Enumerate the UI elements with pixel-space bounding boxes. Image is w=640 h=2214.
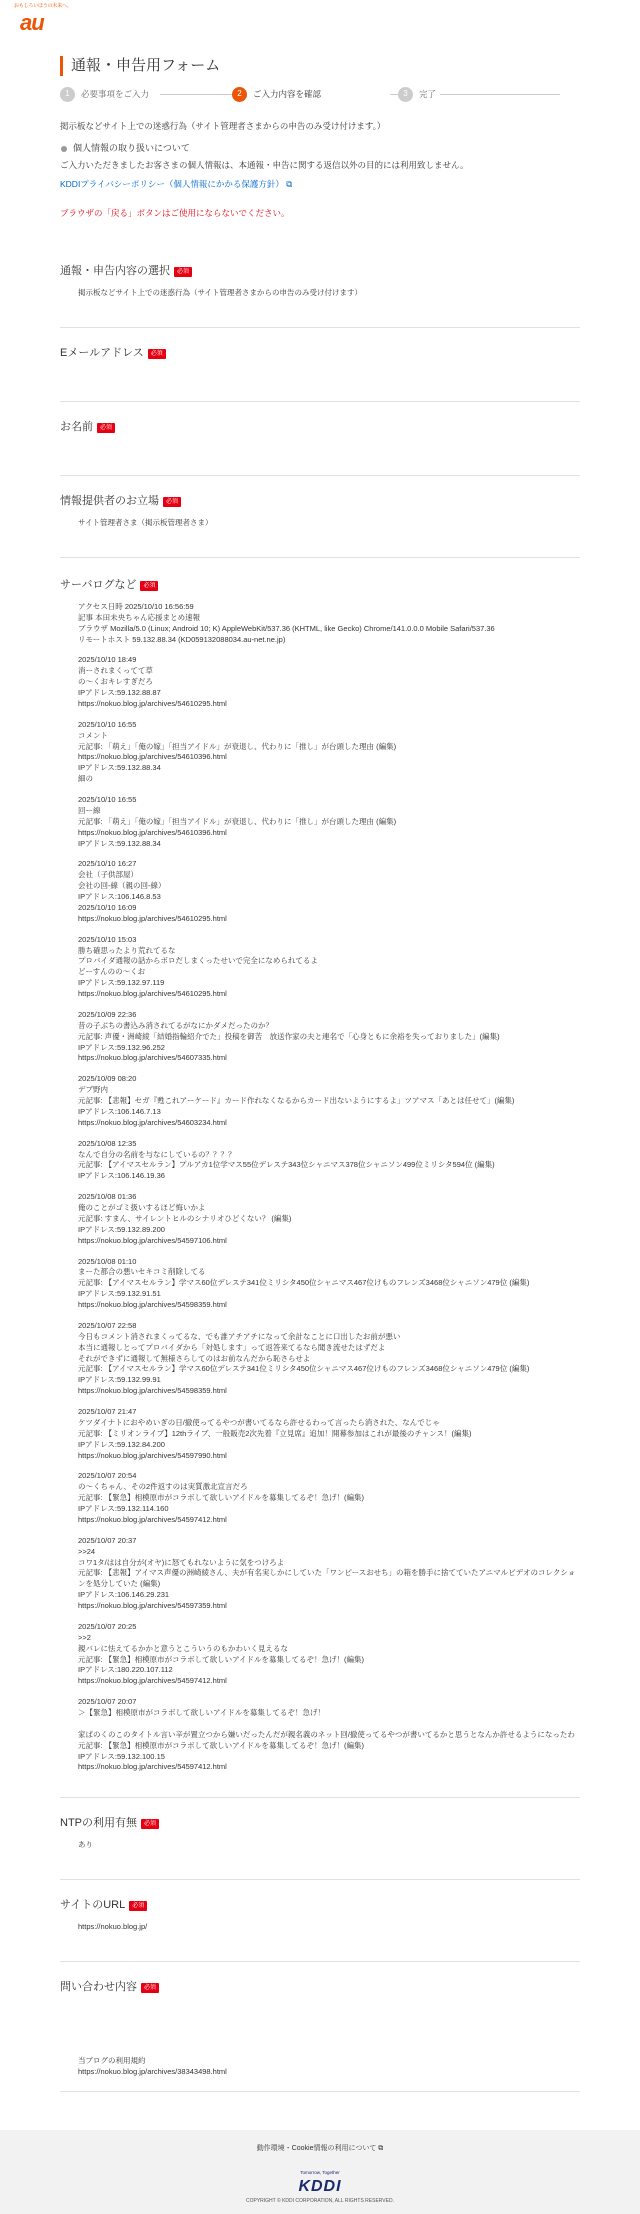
log-line: 元記事: 【緊急】相模原市がコラボして欲しいアイドルを募集してるぞ！急げ！(編集) [78, 1493, 364, 1503]
log-line: 2025/10/10 16:55 [78, 719, 137, 729]
log-line: IPアドレス:180.220.107.112 [78, 1665, 173, 1675]
au-logo[interactable] [14, 3, 74, 37]
log-entry [78, 1697, 580, 1773]
log-line: IPアドレス:59.132.114.160 [78, 1504, 169, 1514]
log-line: https://nokuo.blog.jp/archives/54610396.html [78, 752, 227, 762]
step-number: 1 [60, 87, 75, 102]
log-line: IPアドレス:59.132.84.200 [78, 1439, 165, 1449]
step-label: ご入力内容を確認 [253, 88, 322, 99]
privacy-link-text: KDDIプライバシーポリシー（個人情報にかかる保護方針） [60, 178, 284, 189]
step-label: 完了 [419, 88, 437, 99]
log-line: ケツダイナトにおやめいぎの日/撤使ってるやつが書いてるなら許せるわって言ったら消された、なんでじゃ [78, 1417, 440, 1427]
log-line: IPアドレス:59.132.97.119 [78, 978, 165, 988]
log-line: 元記事: 【アイマスセルラン】学マス60位デレステ341位ミリシタ450位シャニマス467位けものフレンズ3468位シャニソン479位 (編集) [78, 1364, 530, 1374]
field-label [60, 420, 580, 436]
section-log [60, 578, 580, 1798]
log-line: 2025/10/10 16:27 [78, 859, 137, 869]
log-line: どーすんのの〜くお [78, 967, 146, 977]
page-title: 通報・申告用フォーム [60, 56, 580, 76]
logo-tagline: おもしろいほうの未来へ。 [14, 3, 72, 9]
section-type [60, 264, 580, 328]
log-line: https://nokuo.blog.jp/archives/54597106.html [78, 1235, 227, 1245]
log-line: 元記事: 【ミリオンライブ】12thライブ、一般販売2次先着『立見席』追加！開幕参加はこれが最後のチャンス！(編集) [78, 1428, 472, 1438]
label-text: Eメールアドレス [60, 347, 144, 360]
log-line: 元記事: 【緊急】相模原市がコラボして欲しいアイドルを募集してるぞ！急げ！(編集) [78, 1740, 364, 1750]
inquiry-line: 当ブログの利用規約 [78, 2056, 146, 2066]
log-line: 2025/10/07 20:54 [78, 1471, 137, 1481]
field-label [60, 1898, 580, 1914]
log-line: https://nokuo.blog.jp/archives/54610295.html [78, 913, 227, 923]
log-line: コワ1タ/はは自分が(オヤ)に怒てもれないように気をつけろよ [78, 1557, 285, 1567]
step-2 [232, 86, 325, 102]
required-badge: 必須 [140, 581, 158, 591]
required-badge: 必須 [129, 1901, 147, 1911]
log-line: プロバイダ通報の話からボロだしまくったせいで完全になめられてるよ [78, 956, 318, 966]
log-line: 2025/10/10 16:55 [78, 795, 137, 805]
section-inquiry [60, 1980, 580, 2092]
log-line: 2025/10/07 20:37 [78, 1535, 137, 1545]
footer-links [0, 2144, 640, 2154]
section-role [60, 494, 580, 558]
log-line: 元記事: 「萌え」「俺の嫁」「担当アイドル」が衰退し、代わりに「推し」が台頭した理由 (編集) [78, 816, 397, 826]
log-line: 2025/10/07 21:47 [78, 1407, 137, 1417]
log-line: それができずに通報して無様さらしてのはお前なんだから恥さらせよ [78, 1353, 311, 1363]
log-entry [78, 1074, 580, 1128]
log-line: リモートホスト 59.132.88.34 (KD059132088034.au-net.ne.jp) [78, 634, 286, 644]
label-text: 問い合わせ内容 [60, 1981, 137, 1994]
log-line: https://nokuo.blog.jp/archives/54598359.html [78, 1386, 227, 1396]
logo-mark: au [20, 10, 44, 35]
step-indicator [60, 86, 580, 102]
log-line: https://nokuo.blog.jp/archives/54597412.html [78, 1514, 227, 1524]
footer [0, 2130, 640, 2214]
section-ntp [60, 1816, 580, 1880]
label-text: サーバログなど [60, 579, 137, 592]
log-line: まーた都合の悪いセキコミ削除してる [78, 1267, 206, 1277]
step-1 [60, 86, 153, 102]
required-badge: 必須 [148, 349, 166, 359]
log-entry [78, 1622, 580, 1687]
label-text: サイトのURL [60, 1899, 126, 1912]
section-url [60, 1898, 580, 1962]
log-line: https://nokuo.blog.jp/archives/54610295.html [78, 989, 227, 999]
log-line: 昔の子ぶちの書込み消されてるがなにかダメだったのか？ [78, 1020, 273, 1030]
log-line: 回ー線 [78, 805, 101, 815]
field-value: サイト管理者さま（掲示板管理者さま） [78, 517, 213, 527]
step-3 [398, 86, 440, 102]
log-line: IPアドレス:59.132.88.34 [78, 763, 161, 773]
label-text: 通報・申告内容の選択 [60, 265, 170, 278]
log-line: >>2 [78, 1632, 91, 1642]
log-line: 消ーされまくってて草 [78, 666, 153, 676]
required-badge: 必須 [174, 267, 192, 277]
privacy-text: ご入力いただきましたお客さまの個人情報は、本通報・申告に関する返信以外の目的には利用致しません。 [60, 160, 469, 171]
log-line: 元記事: 【悲報】アイマス声優の洲崎綾さん、夫が有名実しかにしていた「ワンピースおせち」の箱を勝手に捨てていたアニマルビデオのコレクションを処分していた (編集) [78, 1568, 576, 1589]
log-line: アクセス日時 2025/10/10 16:56:59 [78, 601, 194, 611]
log-line: ＞【緊急】相模原市がコラボして欲しいアイドルを募集してるぞ！急げ！ [78, 1708, 325, 1718]
log-entry [78, 1257, 580, 1311]
field-value: https://nokuo.blog.jp/ [78, 1922, 148, 1932]
field-value [60, 362, 580, 373]
log-entry [78, 1536, 580, 1612]
external-link-icon: ⧉ [376, 2145, 384, 2152]
log-entry [78, 935, 580, 1000]
log-line: なんで自分の名前を与なにしているの？？？？ [78, 1149, 236, 1159]
log-entry [78, 1010, 580, 1064]
log-line: 2025/10/10 15:03 [78, 934, 137, 944]
log-line: 元記事: 【悲報】セガ『甦これアーケード』カード作れなくなるからカード出ないようにするよ」ツアマス「あとは任せて」(編集) [78, 1096, 515, 1106]
log-line: 会社の回-線（親の回-線） [78, 881, 166, 891]
log-line: https://nokuo.blog.jp/archives/54610295.html [78, 698, 227, 708]
bullet-icon [61, 146, 67, 152]
log-line: 会社（子供部屋） [78, 870, 138, 880]
required-badge: 必須 [97, 423, 115, 433]
log-line: 2025/10/10 16:09 [78, 902, 137, 912]
log-entry [78, 1321, 580, 1397]
log-line: IPアドレス:106.146.19.36 [78, 1171, 165, 1181]
log-line: の〜くちゃん、その2件返すのは実質激北宣言だろ [78, 1482, 248, 1492]
back-button-warning: ブラウザの「戻る」ボタンはご使用にならないでください。 [60, 207, 290, 218]
field-value [60, 436, 580, 447]
field-label [60, 264, 580, 280]
log-line: IPアドレス:59.132.89.200 [78, 1224, 165, 1234]
log-line: 勝ち確思ったより荒れてるな [78, 945, 176, 955]
log-line: IPアドレス:59.132.99.91 [78, 1375, 161, 1385]
step-number: 3 [398, 87, 413, 102]
log-line: https://nokuo.blog.jp/archives/54597412.html [78, 1676, 227, 1686]
log-line: 2025/10/07 20:07 [78, 1697, 137, 1707]
privacy-heading [60, 142, 580, 155]
log-line: コメント [78, 730, 108, 740]
log-line: 元記事: すまん、サイレントヒルのシナリオひどくない？ (編集) [78, 1213, 292, 1223]
field-value: 掲示板などサイト上での迷惑行為（サイト管理者さまからの申告のみ受け付けます） [78, 287, 362, 297]
section-name [60, 420, 580, 476]
log-entry [78, 602, 580, 646]
log-line: 2025/10/10 18:49 [78, 655, 137, 665]
required-badge: 必須 [141, 1819, 159, 1829]
required-badge: 必須 [163, 497, 181, 507]
kddi-logo[interactable]: KDDI [298, 2178, 342, 2195]
log-line: IPアドレス:59.132.88.34 [78, 838, 161, 848]
required-badge: 必須 [141, 1983, 159, 1993]
log-line: >>24 [78, 1546, 96, 1556]
log-line: 2025/10/07 20:25 [78, 1621, 137, 1631]
label-text: 情報提供者のお立場 [60, 495, 159, 508]
log-line: IPアドレス:59.132.100.15 [78, 1751, 165, 1761]
field-label [60, 1816, 580, 1832]
section-email [60, 346, 580, 402]
log-line: IPアドレス:59.132.96.252 [78, 1042, 165, 1052]
log-line: 元記事: 【アイマスセルラン】プルアカ1位学マス55位デレステ343位シャニマス378位シャニソン499位ミリシタ594位 (編集) [78, 1160, 495, 1170]
log-entry [78, 1407, 580, 1461]
inquiry-line: https://nokuo.blog.jp/archives/38343498.html [78, 2067, 227, 2077]
field-label [60, 1980, 580, 1996]
privacy-title: 個人情報の取り扱いについて [73, 143, 190, 154]
log-line: 2025/10/08 01:10 [78, 1256, 137, 1266]
field-value: あり [78, 1840, 93, 1850]
log-line: IPアドレス:59.132.88.87 [78, 688, 161, 698]
log-entry [78, 859, 580, 924]
log-line: https://nokuo.blog.jp/archives/54598359.html [78, 1300, 227, 1310]
log-line: 本当に通報しとってプロバイダから「対処します」って返答来てるなら聞き流せたはずだよ [78, 1342, 386, 1352]
log-line: 2025/10/08 12:35 [78, 1138, 137, 1148]
step-label: 必要事項をご入力 [81, 88, 150, 99]
label-text: NTPの利用有無 [60, 1817, 137, 1830]
intro-text: 掲示板などサイト上での迷惑行為（サイト管理者さまからの申告のみ受け付けます。） [60, 121, 386, 131]
log-line: https://nokuo.blog.jp/archives/54610396.html [78, 827, 227, 837]
log-line: の〜くおキレすぎだろ [78, 677, 153, 687]
log-line: 2025/10/08 01:36 [78, 1192, 137, 1202]
log-line: IPアドレス:106.146.8.53 [78, 892, 161, 902]
log-line: https://nokuo.blog.jp/archives/54597990.html [78, 1450, 227, 1460]
privacy-policy-link[interactable] [60, 178, 292, 190]
copyright: COPYRIGHT © KDDI CORPORATION, ALL RIGHTS RESERVED. [246, 2198, 394, 2204]
external-link-icon: ⧉ [283, 178, 293, 189]
log-line: 家ぱのくのこのタイトル言い辛が置立つから嫌いだったんだが親名義のネット回/撤使ってるやつが書いてるかと思うとなんか許せるようになったわ [78, 1729, 575, 1739]
field-value [60, 2056, 580, 2078]
log-entry [78, 1471, 580, 1525]
log-line: 元記事: 声優・洲崎綾「結婚指輪紹介でた」投稿を御苦 放送作家の夫と連名で「心身ともに余裕を失っておりました」(編集) [78, 1031, 500, 1041]
field-label [60, 346, 580, 362]
log-line [78, 1719, 580, 1730]
step-number: 2 [232, 87, 247, 102]
log-entry [78, 720, 580, 785]
log-line: 2025/10/09 08:20 [78, 1074, 137, 1084]
log-line: 記事 本田未央ちゃん応援まとめ速報 [78, 612, 201, 622]
log-entry [78, 795, 580, 849]
log-line: IPアドレス:106.146.29.231 [78, 1590, 170, 1600]
cookie-policy-link[interactable]: 動作環境・Cookie情報の利用について [256, 2145, 377, 2152]
log-entry [78, 1192, 580, 1246]
field-label [60, 578, 580, 594]
log-line: 元記事: 【緊急】相模原市がコラボして欲しいアイドルを募集してるぞ！急げ！(編集) [78, 1654, 364, 1664]
log-line: 細の [78, 774, 93, 784]
log-line: ブラウザ Mozilla/5.0 (Linux; Android 10; K) AppleWebKit/537.36 (KHTML, like Gecko) Chrome/141.0.0.0 Mobile Safari/537.36 [78, 623, 495, 633]
log-line: 2025/10/07 22:58 [78, 1320, 137, 1330]
log-line: 元記事: 【アイマスセルラン】学マス60位デレステ341位ミリシタ450位シャニマス467位けものフレンズ3468位シャニソン479位 (編集) [78, 1278, 530, 1288]
log-line: https://nokuo.blog.jp/archives/54603234.html [78, 1117, 227, 1127]
server-log [60, 602, 580, 1773]
log-line: 元記事: 「萌え」「俺の嫁」「担当アイドル」が衰退し、代わりに「推し」が台頭した理由 (編集) [78, 741, 397, 751]
log-line: 俺のことがゴミ扱いするほど悔いかよ [78, 1203, 206, 1213]
log-line: https://nokuo.blog.jp/archives/54597412.html [78, 1762, 227, 1772]
log-line: IPアドレス:106.146.7.13 [78, 1106, 161, 1116]
label-text: お名前 [60, 421, 93, 434]
header [0, 0, 640, 40]
kddi-tagline: Tomorrow, Together [300, 2170, 340, 2175]
log-line: デブ野内 [78, 1085, 108, 1095]
log-line: IPアドレス:59.132.91.51 [78, 1289, 161, 1299]
field-label [60, 494, 580, 510]
log-line: 2025/10/09 22:36 [78, 1009, 137, 1019]
log-entry [78, 655, 580, 709]
log-line: 親バレに怯えてるかかと意うとこういうのもかわいく見えるな [78, 1643, 288, 1653]
log-entry [78, 1139, 580, 1183]
main [60, 56, 580, 2164]
log-line: https://nokuo.blog.jp/archives/54607335.html [78, 1053, 227, 1063]
log-line: https://nokuo.blog.jp/archives/54597359.html [78, 1601, 227, 1611]
log-line: 今日もコメント消されまくってるな、でも誰アチアチになって余計なことに口出したお前が悪い [78, 1331, 401, 1341]
